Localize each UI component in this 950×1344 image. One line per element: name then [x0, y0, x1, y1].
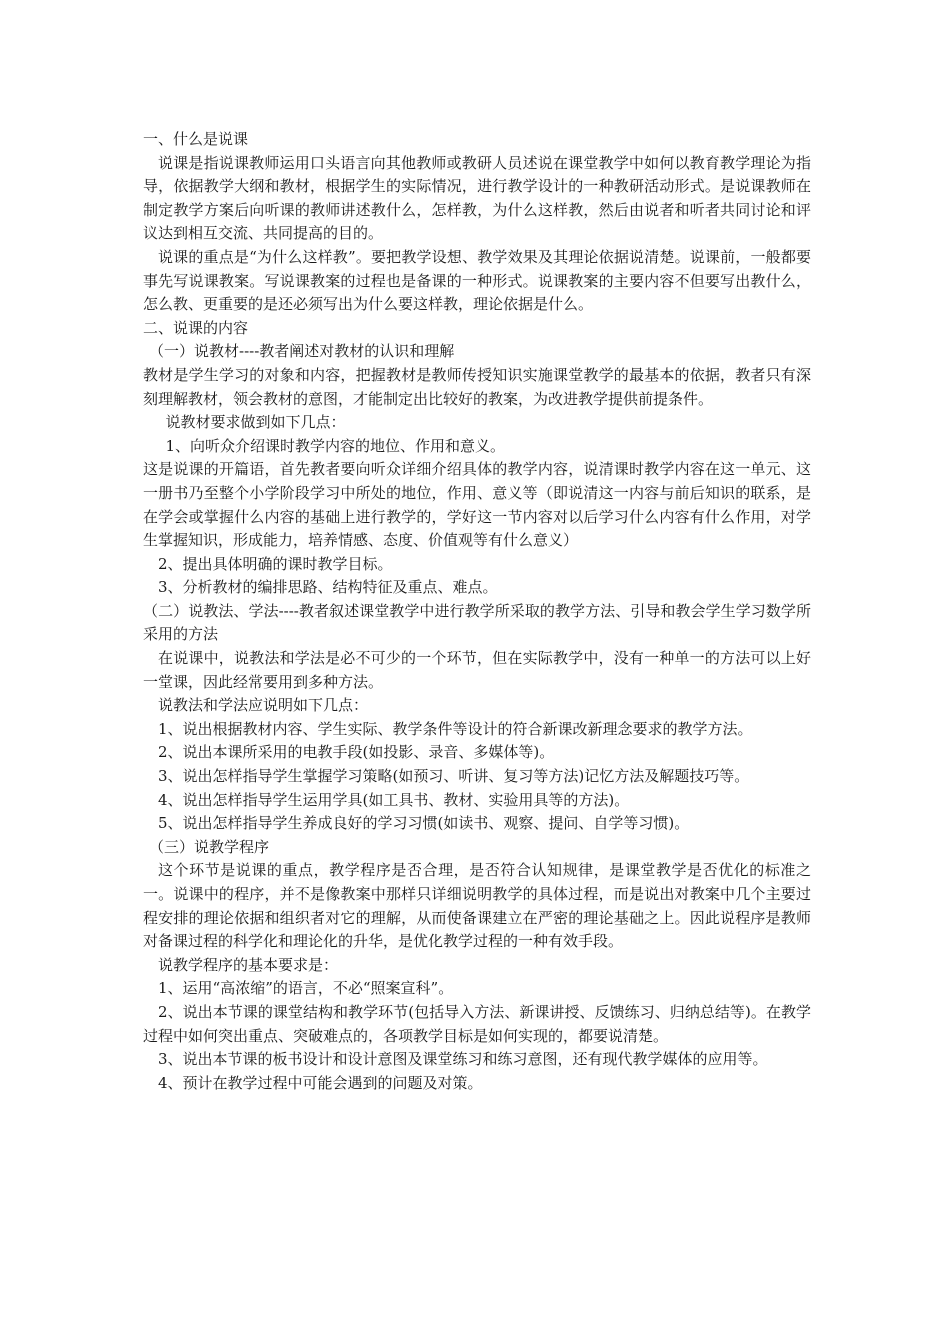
heading-what-is-lecture: 一、什么是说课	[143, 130, 249, 148]
subheading-teaching-material: （一）说教材----教者阐述对教材的认识和理解	[149, 342, 455, 361]
paragraph-methods: 在说课中，说教法和学法是必不可少的一个环节，但在实际教学中，没有一种单一的方法可以上好一堂课，因此经常要用到多种方法。	[143, 649, 811, 691]
list-item-method-3: 3、说出怎样指导学生掌握学习策略(如预习、听讲、复习等方法)记忆方法及解题技巧等。	[158, 767, 750, 786]
paragraph-definition: 说课是指说课教师运用口头语言向其他教师或教研人员述说在课堂教学中如何以教育教学理论为指导，依据教学大纲和教材，根据学生的实际情况，进行教学设计的一种教研活动形式。是说课教师在制定教学方案后向听课的教师讲述教什么，怎样教，为什么这样教，然后由说者和听者共同讨论和评议达到相互交流、共同提高的目的。	[143, 153, 811, 243]
paragraph-methods-requirements: 说教法和学法应说明如下几点：	[158, 696, 369, 715]
list-item-method-4: 4、说出怎样指导学生运用学具(如工具书、教材、实验用具等的方法)。	[158, 790, 630, 809]
heading-lecture-content: 二、说课的内容	[143, 318, 249, 337]
list-item-method-1: 1、说出根据教材内容、学生实际、教学条件等设计的符合新课改新理念要求的教学方法。	[158, 719, 753, 738]
paragraph-opening: 这是说课的开篇语，首先教者要向听众详细介绍具体的教学内容，说清课时教学内容在这一单元、这一册书乃至整个小学阶段学习中所处的地位，作用、意义等（即说清这一内容与前后知识的联系，是在学会或掌握什么内容的基础上进行教学的，学好这一节内容对以后学习什么内容有什么作用，对学生掌握知识，形成能力，培养情感、态度、价值观等有什么意义）	[143, 460, 811, 550]
subheading-methods: （二）说教法、学法----教者叙述课堂教学中进行教学所采取的教学方法、引导和教会学生学习数学所采用的方法	[143, 601, 811, 644]
paragraph-procedure-requirements: 说教学程序的基本要求是：	[158, 955, 339, 974]
paragraph-teaching-material: 教材是学生学习的对象和内容，把握教材是教师传授知识实施课堂教学的最基本的依据，教者只有深刻理解教材，领会教材的意图，才能制定出比较好的教案，为改进教学提供前提条件。	[143, 365, 811, 408]
list-item-procedure-3: 3、说出本节课的板书设计和设计意图及课堂练习和练习意图，还有现代教学媒体的应用等。	[158, 1050, 768, 1069]
list-item-procedure-1: 1、运用“高浓缩”的语言，不必“照案宣科”。	[158, 979, 454, 998]
list-item-material-3: 3、分析教材的编排思路、结构特征及重点、难点。	[158, 578, 498, 597]
list-item-procedure-4: 4、预计在教学过程中可能会遇到的问题及对策。	[158, 1073, 483, 1092]
paragraph-procedure: 这个环节是说课的重点，教学程序是否合理，是否符合认知规律，是课堂教学是否优化的标准之一。说课中的程序，并不是像教案中那样只详细说明教学的具体过程，而是说出对教案中几个主要过程安排的理论依据和组织者对它的理解，从而使备课建立在严密的理论基础之上。因此说程序是教师对备课过程的科学化和理论化的升华，是优化教学过程的一种有效手段。	[143, 861, 811, 951]
list-item-material-2: 2、提出具体明确的课时教学目标。	[158, 554, 393, 573]
list-item-material-1: 1、向听众介绍课时教学内容的地位、作用和意义。	[165, 436, 506, 455]
paragraph-material-requirements: 说教材要求做到如下几点：	[165, 413, 346, 432]
list-item-procedure-2: 2、说出本节课的课堂结构和教学环节(包括导入方法、新课讲授、反馈练习、归纳总结等)。在教学过程中如何突出重点、突破难点的，各项教学目标是如何实现的，都要说清楚。	[143, 1002, 811, 1045]
list-item-method-2: 2、说出本课所采用的电教手段(如投影、录音、多媒体等)。	[158, 743, 555, 762]
list-item-method-5: 5、说出怎样指导学生养成良好的学习习惯(如读书、观察、提问、自学等习惯)。	[158, 814, 690, 833]
document-body	[143, 128, 811, 1095]
paragraph-key-point: 说课的重点是“为什么这样教”。要把教学设想、教学效果及其理论依据说清楚。说课前，一般都要事先写说课教案。写说课教案的过程也是备课的一种形式。说课教案的主要内容不但要写出教什么， 怎么教、更重要的是还必须写出为什么要这样教，理论依据是什么。	[143, 247, 811, 314]
subheading-procedure: （三）说教学程序	[149, 837, 270, 856]
